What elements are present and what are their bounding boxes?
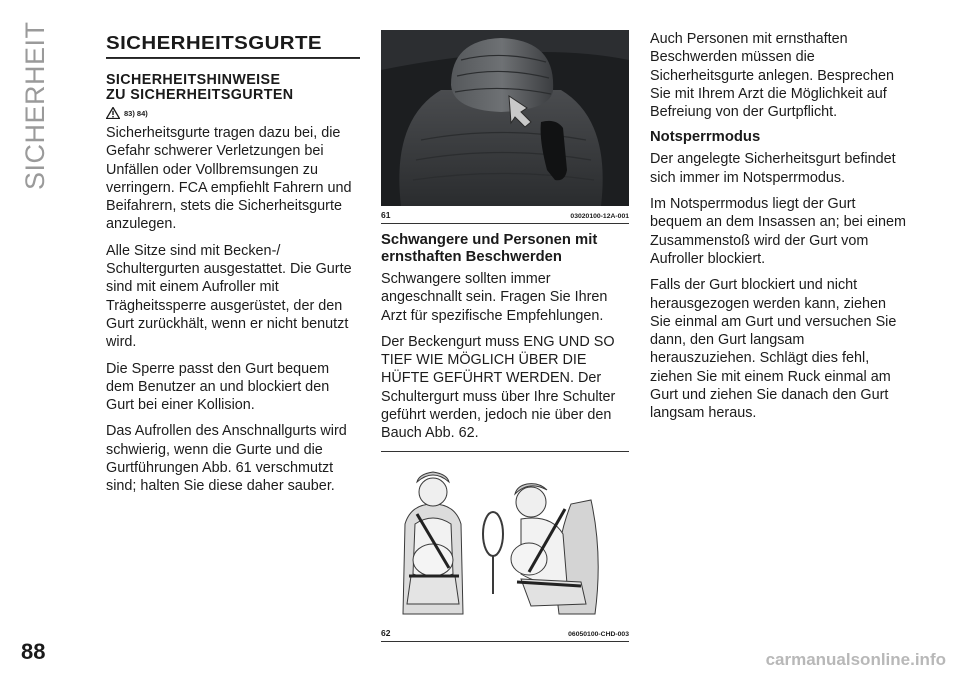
section-heading: Schwangere und Personen mit ernsthaften Beschwerden (381, 232, 598, 265)
divider (381, 451, 629, 452)
section-heading: Notsperrmodus (650, 129, 761, 146)
paragraph: Die Sperre passt den Gurt bequem dem Benutzer an und blockiert den Gurt bei einer Kollision. (106, 360, 330, 414)
page-number: 88 (21, 639, 46, 664)
paragraph: Auch Personen mit ernsthaften Beschwerden müssen die Sicherheitsgurte anlegen. Besprechen Sie mit Ihrem Arzt die Möglichkeit auf Befreiung von der Gurtpflicht. (650, 31, 895, 121)
figure-62-pregnant-passenger-illustration (381, 464, 629, 624)
figure-code: 03020100-12A-001 (570, 213, 629, 220)
side-label-text: SICHERHEIT (20, 21, 50, 190)
figure-number: 62 (381, 627, 391, 638)
watermark: carmanualsonline.info (765, 650, 946, 669)
paragraph: Der Beckengurt muss ENG UND SO TIEF WIE MÖGLICH ÜBER DIE HÜFTE GEFÜHRT WERDEN. Der Schultergurt muss über Ihre Schulter geführt werden, jedoch nie über den Bauch Abb. 62. (381, 333, 616, 442)
figure-61-caption (381, 206, 629, 224)
paragraph: Das Aufrollen des Anschnallgurts wird schwierig, wenn die Gurte und die Gurtführungen Abb. 61 verschmutzt sind; halten Sie diese daher sauber. (106, 423, 347, 495)
pregnant-seat-belt-drawing (381, 464, 629, 624)
subsection-title-line-2: ZU SICHERHEITSGURTEN (106, 87, 294, 103)
column-2 (381, 30, 629, 650)
paragraph: Im Notsperrmodus liegt der Gurt bequem an dem Insassen an; bei einem Zusammenstoß wird der Gurt vom Aufroller blockiert. (650, 196, 906, 267)
paragraph: Der angelegte Sicherheitsgurt befindet sich immer im Notsperrmodus. (650, 151, 896, 186)
section-title: SICHERHEITSGURTE (106, 33, 360, 59)
figure-62-caption (381, 624, 629, 642)
warning-reference (106, 107, 360, 119)
column-3 (650, 30, 910, 431)
figure-61-seat-belt-guide-photo (381, 30, 629, 206)
paragraph: Falls der Gurt blockiert und nicht herausgezogen werden kann, ziehen Sie einmal am Gurt und versuchen Sie dann, den Gurt langsam herauszuziehen. Schlägt dies fehl, ziehen Sie mit einem Ruck einmal am Gurt und ziehen Sie danach den Gurt langsam heraus. (650, 277, 897, 422)
section-side-label (20, 21, 80, 190)
figure-code: 06050100-CHD-003 (568, 630, 629, 638)
column-1 (106, 30, 360, 504)
subsection-title-line-1: SICHERHEITSHINWEISE (106, 72, 281, 88)
paragraph: Schwangere sollten immer angeschnallt sein. Fragen Sie Ihren Arzt für spezifische Empfehlungen. (381, 271, 608, 324)
seat-headrest-illustration (381, 30, 629, 206)
paragraph: Alle Sitze sind mit Becken-/ Schultergurten ausgestattet. Die Gurte sind mit einem Aufroller mit Trägheitssperre ausgerüstet, der den Gurt zurückhält, wenn er nicht benutzt wird. (106, 242, 352, 351)
warning-ref-text: 83) 84) (124, 108, 148, 118)
figure-number: 61 (381, 210, 391, 220)
subsection-title (106, 73, 360, 103)
warning-triangle-icon (106, 107, 120, 119)
paragraph: Sicherheitsgurte tragen dazu bei, die Gefahr schwerer Verletzungen bei Unfällen oder Vollbremsungen zu verringern. FCA empfiehlt Fahrern und Beifahrern, stets die Sicherheitsgurte anzulegen. (106, 125, 352, 233)
